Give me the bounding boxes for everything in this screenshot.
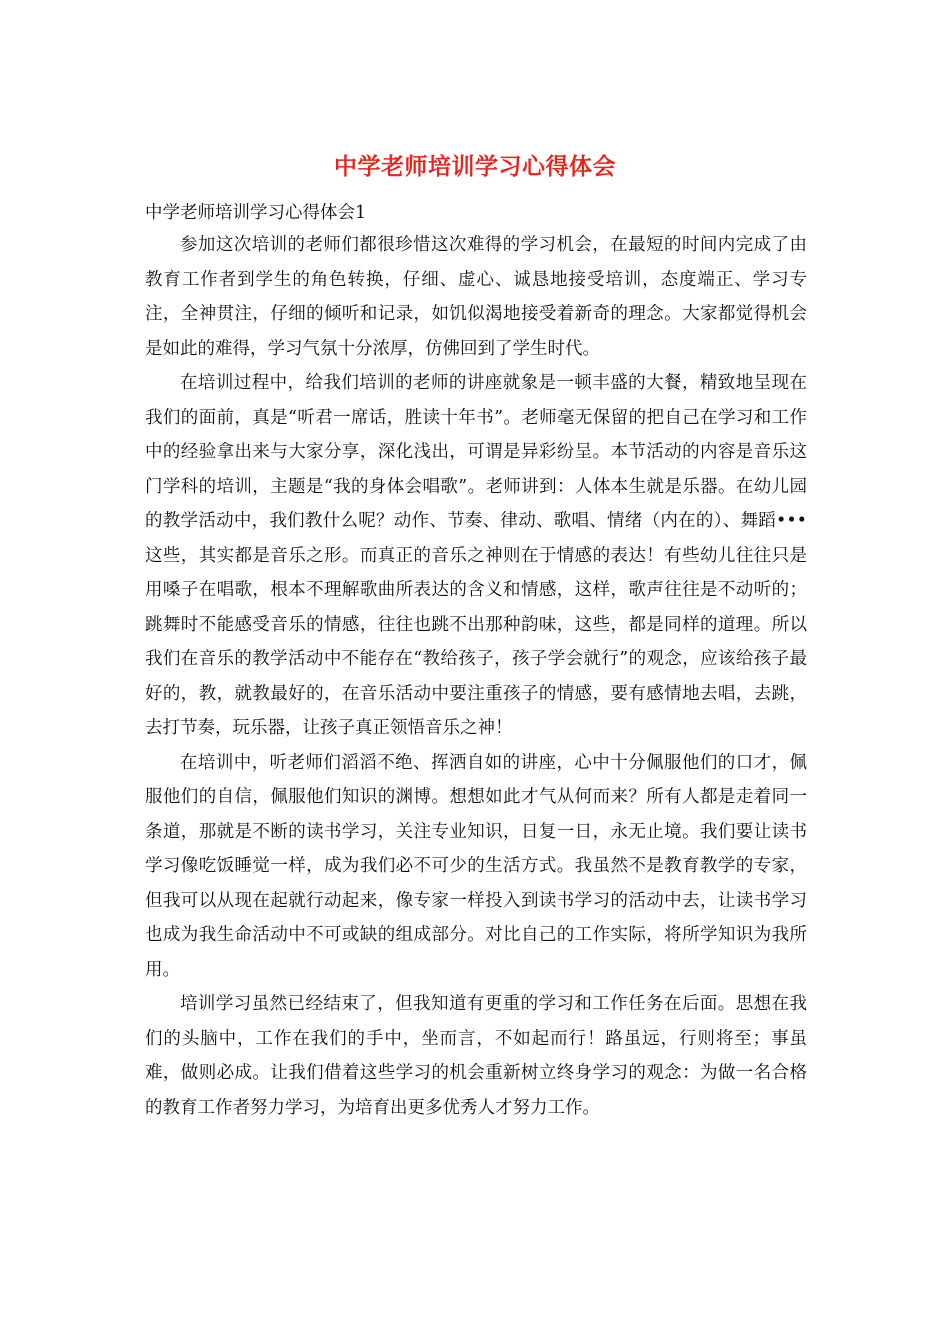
document-title: 中学老师培训学习心得体会: [334, 153, 616, 180]
paragraph: 参加这次培训的老师们都很珍惜这次难得的学习机会，在最短的时间内完成了由教育工作者到学生的角色转换，仔细、虚心、诚恳地接受培训，态度端正、学习专注，全神贯注，仔细的倾听和记录，如饥似渴地接受着新奇的理念。大家都觉得机会是如此的难得，学习气氛十分浓厚，仿佛回到了学生时代。: [145, 235, 807, 359]
paragraph: 在培训中，听老师们滔滔不绝、挥洒自如的讲座，心中十分佩服他们的口才，佩服他们的自信，佩服他们知识的渊博。想想如此才气从何而来？所有人都是走着同一条道，那就是不断的读书学习，关注专业知识，日复一日，永无止境。我们要让读书学习像吃饭睡觉一样，成为我们必不可少的生活方式。我虽然不是教育教学的专家，但我可以从现在起就行动起来，像专家一样投入到读书学习的活动中去，让读书学习也成为我生命活动中不可或缺的组成部分。对比自己的工作实际，将所学知识为我所用。: [145, 752, 807, 980]
paragraph: 在培训过程中，给我们培训的老师的讲座就象是一顿丰盛的大餐，精致地呈现在我们的面前，真是“听君一席话，胜读十年书”。老师毫无保留的把自己在学习和工作中的经验拿出来与大家分享，深化浅出，可谓是异彩纷呈。本节活动的内容是音乐这门学科的培训，主题是“我的身体会唱歌”。老师讲到：人体本生就是乐器。在幼儿园的教学活动中，我们教什么呢？动作、节奏、律动、歌唱、情绪（内在的）、舞蹈•••这些，其实都是音乐之形。而真正的音乐之神则在于情感的表达！有些幼儿往往只是用嗓子在唱歌，根本不理解歌曲所表达的含义和情感，这样，歌声往往是不动听的；跳舞时不能感受音乐的情感，往往也跳不出那种韵味，这些，都是同样的道理。所以我们在音乐的教学活动中不能存在“教给孩子，孩子学会就行”的观念，应该给孩子最好的，教，就教最好的，在音乐活动中要注重孩子的情感，要有感情地去唱，去跳，去打节奏，玩乐器，让孩子真正领悟音乐之神！: [145, 373, 807, 738]
paragraph: 培训学习虽然已经结束了，但我知道有更重的学习和工作任务在后面。思想在我们的头脑中，工作在我们的手中，坐而言，不如起而行！路虽远，行则将至；事虽难，做则必成。让我们借着这些学习的机会重新树立终身学习的观念：为做一名合格的教育工作者努力学习，为培育出更多优秀人才努力工作。: [145, 994, 807, 1118]
document-body: [145, 228, 807, 1125]
section-heading: 中学老师培训学习心得体会1: [145, 203, 367, 223]
